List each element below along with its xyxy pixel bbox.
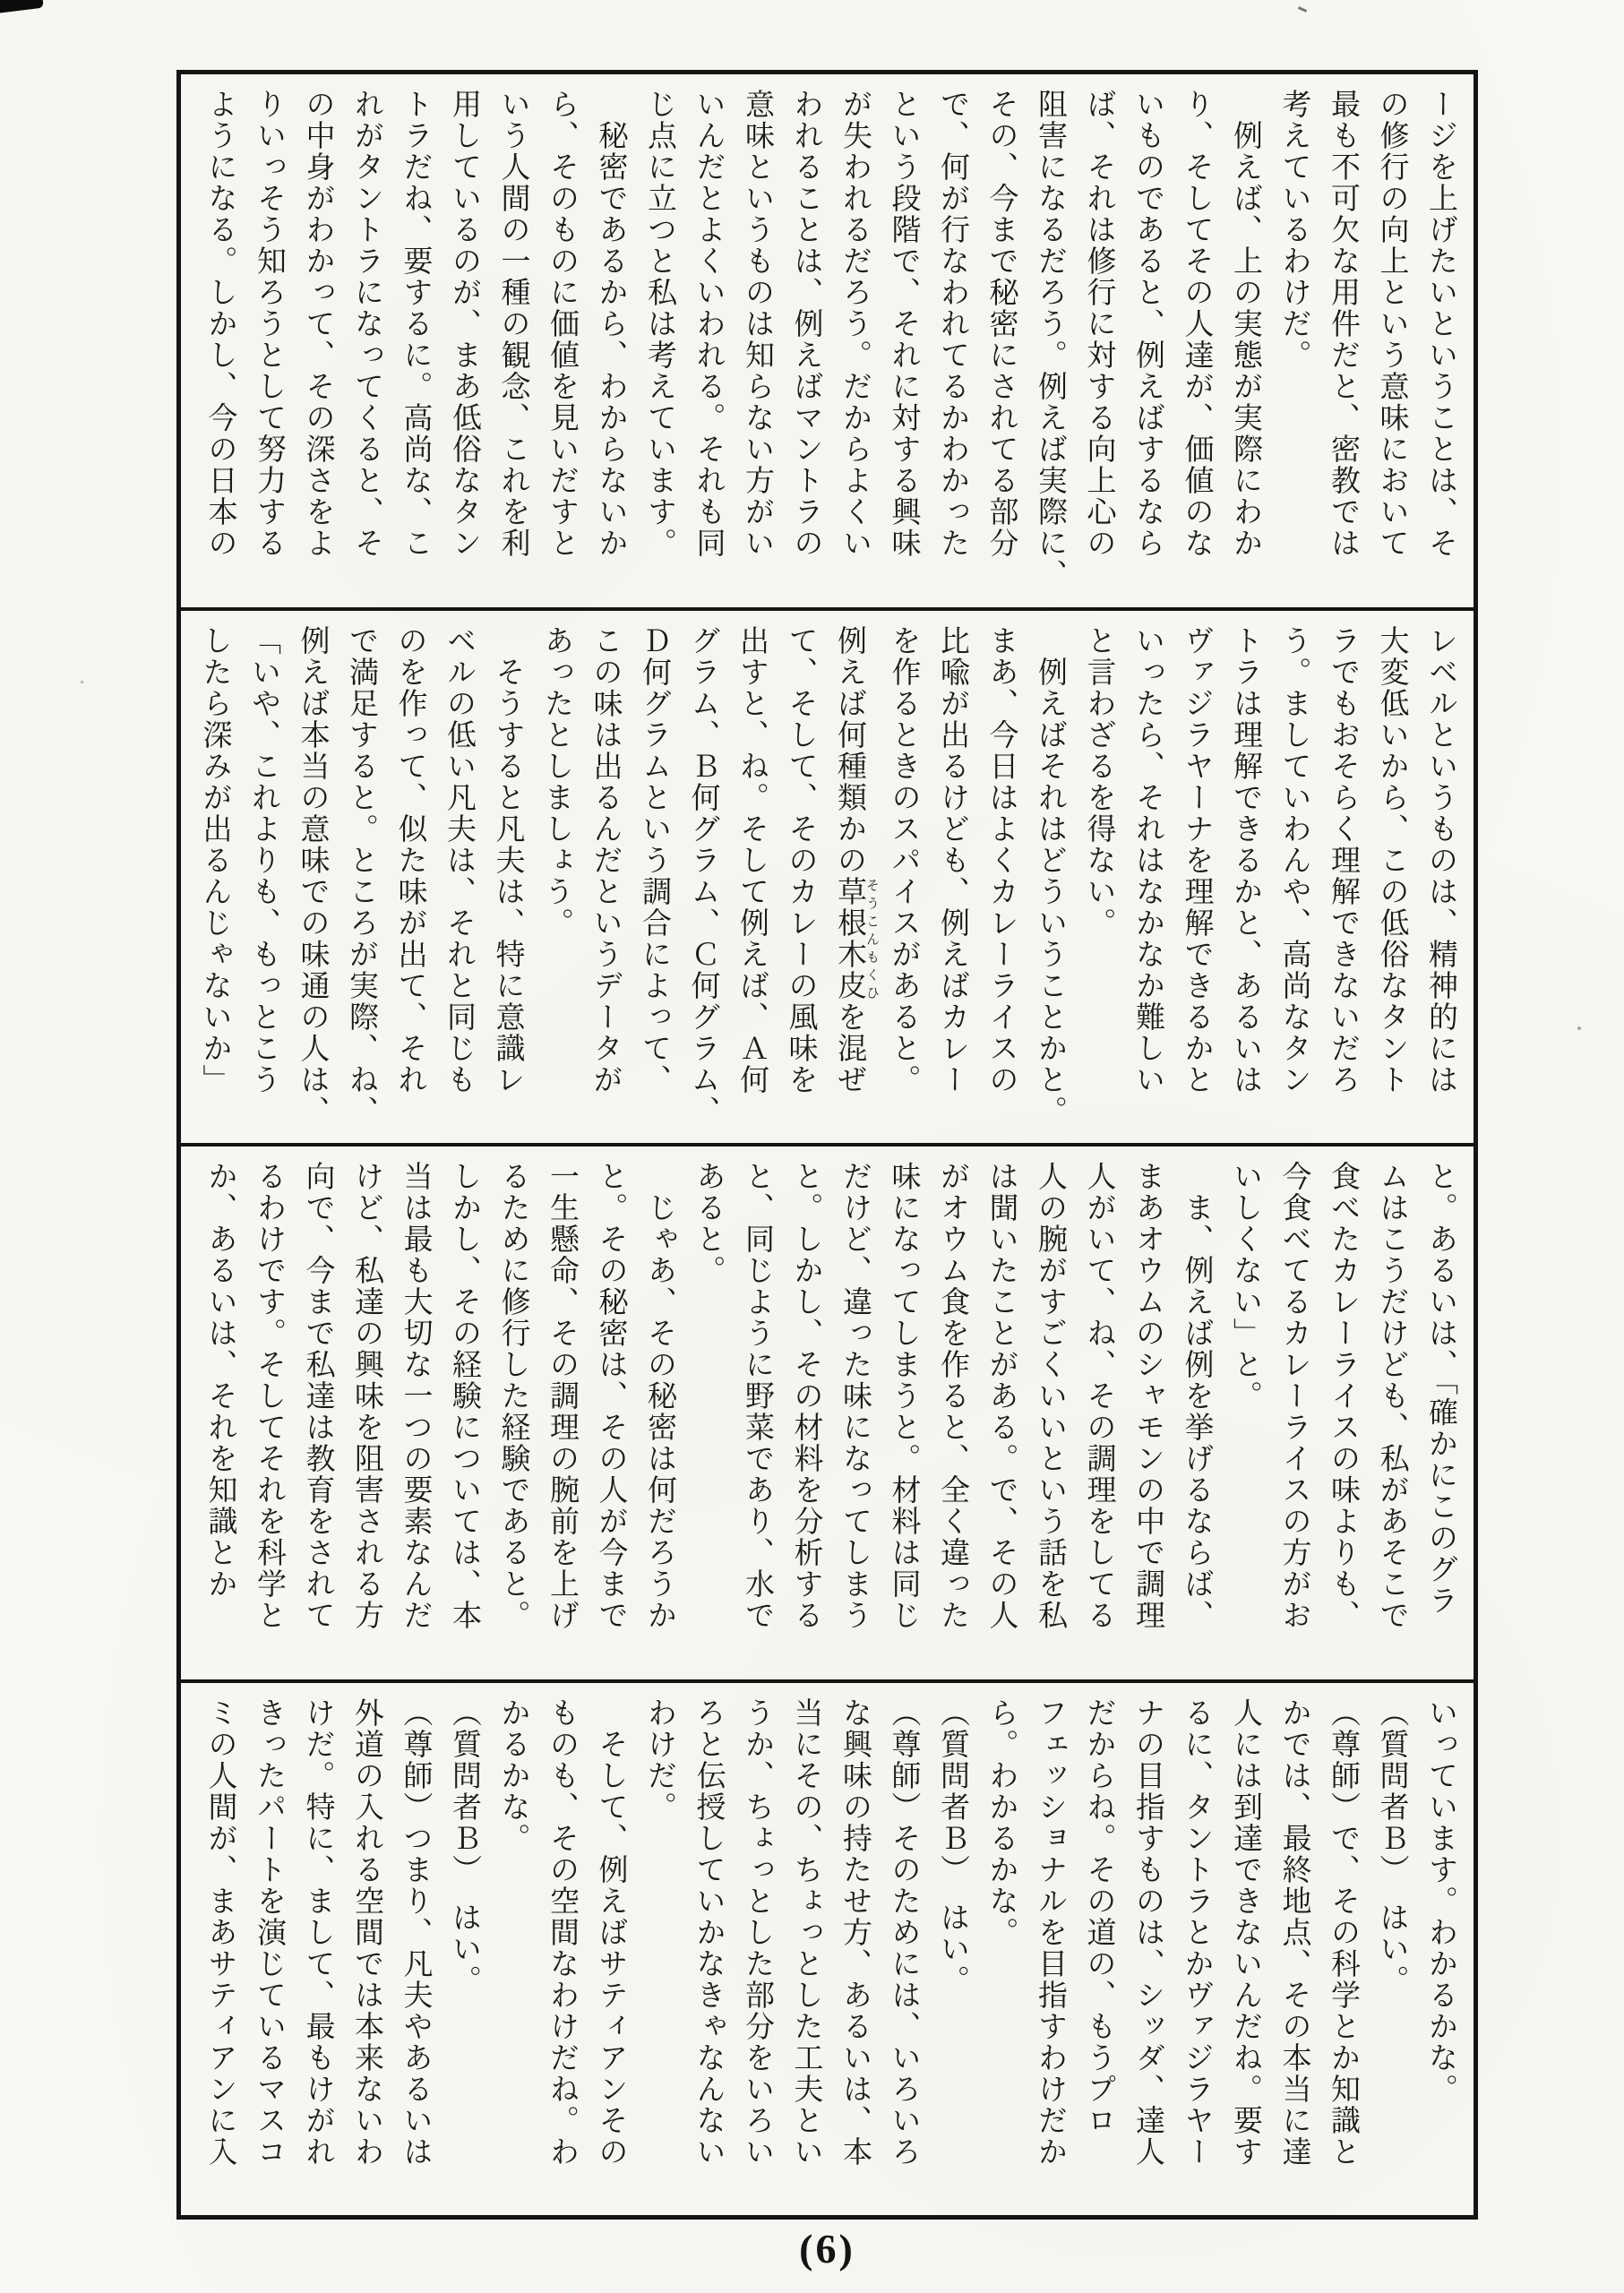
scan-speck — [1577, 1026, 1581, 1030]
text-column: したら深みが出るんじゃないか」 — [198, 624, 231, 1095]
text-column: いしくない」と。 — [1229, 1161, 1261, 1412]
scan-speck — [1298, 6, 1307, 13]
text-column: りいっそう知ろうとして努力する — [253, 89, 285, 559]
text-column: と言わざるを得ない。 — [1082, 624, 1115, 939]
text-band-2 — [181, 611, 1474, 1147]
text-column: 今食べてるカレーライスの方がお — [1277, 1161, 1310, 1631]
text-column: じゃあ、その秘密は何だろうか — [643, 1161, 675, 1631]
text-column: かるかな。 — [496, 1696, 529, 1854]
text-column: ヴァジラヤーナを理解できるかと — [1180, 624, 1213, 1095]
text-column: るために修行した経験であると。 — [496, 1161, 529, 1631]
text-column: 例えば何種類かの草根木皮 そうこんもくひを混ぜ — [833, 624, 879, 1095]
text-column: （質問者Ｂ） はい。 — [448, 1696, 480, 1996]
text-column: 味になってしまうと。材料は同じ — [887, 1161, 920, 1631]
text-column: がオウム食を作ると、全く違った — [936, 1161, 968, 1631]
text-column: 人がいて、ね、その調理をしてる — [1082, 1161, 1115, 1631]
text-column: 用しているのが、まあ低俗なタン — [448, 89, 480, 559]
text-column: まあオウムのシャモンの中で調理 — [1131, 1161, 1164, 1631]
text-column: ものも、その空間なわけだね。わ — [546, 1696, 578, 2168]
text-column: の修行の向上という意味において — [1375, 89, 1408, 559]
text-column: という段階で、それに対する興味 — [887, 89, 920, 559]
text-band-1 — [181, 74, 1474, 611]
text-column: いんだとよくいわれる。それも同 — [692, 89, 725, 559]
text-column: かでは、最終地点、その本当に達 — [1277, 1696, 1310, 2168]
text-column: か、あるいは、それを知識とか — [203, 1161, 236, 1600]
page-number: (6) — [799, 2226, 855, 2272]
text-column: 出すと、ね。そして例えば、Ａ何 — [735, 624, 768, 1095]
text-column: まあ、今日はよくカレーライスの — [984, 624, 1018, 1095]
text-column: あると。 — [692, 1161, 725, 1286]
text-column: ば、それは修行に対する向上心の — [1082, 89, 1115, 559]
text-column: は聞いたことがある。で、その人 — [984, 1161, 1018, 1631]
text-column: が失われるだろう。だからよくい — [838, 89, 871, 559]
text-column: のを作って、似た味が出て、それ — [393, 624, 426, 1095]
text-column: で、何が行なわれてるかわかった — [936, 89, 968, 559]
text-band-3 — [181, 1146, 1474, 1683]
text-column: るわけです。そしてそれを科学と — [253, 1161, 285, 1631]
text-column: Ｄ何グラムという調合によって、 — [638, 624, 670, 1095]
text-column: けだ。特に、まして、最もけがれ — [301, 1696, 334, 2168]
text-column: 当にその、ちょっとした工夫とい — [789, 1696, 822, 2168]
text-column: ラでもおそらく理解できないだろ — [1327, 624, 1359, 1095]
text-column: われることは、例えばマントラの — [789, 89, 822, 559]
text-column: そして、例えばサティアンその — [594, 1696, 627, 2168]
text-column: 外道の入れる空間では本来ないわ — [350, 1696, 382, 2168]
text-column: （質問者Ｂ） はい。 — [936, 1696, 968, 1996]
text-column: 当は最も大切な一つの要素なんだ — [399, 1161, 432, 1631]
text-column: あったとしましょう。 — [540, 624, 572, 939]
text-column: 一生懸命、その調理の腕前を上げ — [546, 1161, 578, 1631]
text-column: ベルの低い凡夫は、それと同じも — [443, 624, 475, 1095]
text-column: だからね。その道の、もうプロ — [1082, 1696, 1115, 2136]
vertical-text-block — [181, 611, 1474, 1144]
text-column: （尊師）つまり、凡夫やあるいは — [399, 1696, 432, 2168]
text-column: フェッショナルを目指すわけだか — [1034, 1696, 1066, 2168]
text-band-4 — [181, 1683, 1474, 2216]
text-column: トラだね、要するに。高尚な、こ — [399, 89, 432, 559]
text-column: ナの目指すものは、シッダ、達人 — [1131, 1696, 1164, 2168]
text-column: 例えばそれはどういうことかと。 — [1034, 624, 1066, 1127]
vertical-text-block — [181, 74, 1474, 607]
text-frame — [176, 70, 1478, 2220]
text-column: いっています。わかるかな。 — [1424, 1696, 1456, 2105]
text-column: と。その秘密は、その人が今まで — [594, 1161, 627, 1631]
text-column: 人の腕がすごくいいという話を私 — [1034, 1161, 1066, 1631]
text-column: の中身がわかって、その深さをよ — [301, 89, 334, 559]
text-column: わけだ。 — [643, 1696, 675, 1823]
text-column: トラは理解できるかと、あるいは — [1229, 624, 1261, 1095]
text-column: 例えば本当の意味での味通の人は、 — [296, 624, 329, 1127]
text-column: いったら、それはなかなか難しい — [1131, 624, 1164, 1095]
text-column: だけど、違った味になってしまう — [838, 1161, 871, 1631]
text-column: と、同じように野菜であり、水で — [741, 1161, 773, 1631]
text-column: ら、そのものに価値を見いだすと — [546, 89, 578, 559]
text-column: この味は出るんだというデータが — [589, 624, 622, 1095]
text-column: きったパートを演じているマスコ — [253, 1696, 285, 2168]
text-column: けど、私達の興味を阻害される方 — [350, 1161, 382, 1631]
text-column: 例えば、上の実態が実際にわか — [1229, 89, 1261, 559]
text-column: ようになる。しかし、今の日本の — [203, 89, 236, 559]
scan-speck — [81, 681, 83, 683]
text-column: 秘密であるから、わからないか — [594, 89, 627, 559]
text-column: 人には到達できないんだね。要す — [1229, 1696, 1261, 2168]
text-column: （尊師）で、その科学とか知識と — [1327, 1696, 1359, 2168]
text-column: て、そして、そのカレーの風味を — [784, 624, 817, 1095]
text-column: う。ましていわんや、高尚なタン — [1277, 624, 1310, 1095]
text-column: ま、例えば例を挙げるならば、 — [1180, 1161, 1213, 1631]
text-column: レベルというものは、精神的には — [1424, 624, 1456, 1095]
vertical-text-block — [181, 1146, 1474, 1679]
text-column: 最も不可欠な用件だと、密教では — [1327, 89, 1359, 559]
text-column: 食べたカレーライスの味よりも、 — [1327, 1161, 1359, 1631]
text-column: （質問者Ｂ） はい。 — [1375, 1696, 1408, 1996]
scan-artifact — [0, 0, 44, 13]
text-column: いう人間の一種の観念、これを利 — [496, 89, 529, 559]
text-column: （尊師）そのためには、いろいろ — [887, 1696, 920, 2168]
text-column: ミの人間が、まあサティアンに入 — [203, 1696, 236, 2168]
text-column: れがタントラになってくると、そ — [350, 89, 382, 559]
text-column: ろと伝授していかなきゃなんない — [692, 1696, 725, 2168]
text-column: 大変低いから、この低俗なタント — [1375, 624, 1408, 1095]
text-column: 考えているわけだ。 — [1277, 89, 1310, 371]
text-column: り、そしてその人達が、価値のな — [1180, 89, 1213, 559]
text-column: るに、タントラとかヴァジラヤー — [1180, 1696, 1213, 2168]
text-column: 意味というものは知らない方がい — [741, 89, 773, 559]
vertical-text-block — [181, 1683, 1474, 2216]
text-column: じ点に立つと私は考えています。 — [643, 89, 675, 559]
text-column: ージを上げたいということは、そ — [1424, 89, 1456, 559]
text-column: で満足すると。ところが実際、ね、 — [345, 624, 377, 1127]
text-column: ら。わかるかな。 — [984, 1696, 1018, 1948]
text-column: 阻害になるだろう。例えば実際に、 — [1034, 89, 1066, 590]
text-column: な興味の持たせ方、あるいは、本 — [838, 1696, 871, 2168]
text-column: そうすると凡夫は、特に意識レ — [491, 624, 524, 1095]
text-column: ムはこうだけども、私があそこで — [1375, 1161, 1408, 1631]
text-column: と。しかし、その材料を分析する — [789, 1161, 822, 1631]
text-column: 比喩が出るけども、例えばカレー — [936, 624, 968, 1095]
text-column: その、今まで秘密にされてる部分 — [984, 89, 1018, 559]
text-column: 向で、今まで私達は教育をされて — [301, 1161, 334, 1631]
text-column: うか、ちょっとした部分をいろい — [741, 1696, 773, 2168]
text-column: を作るときのスパイスがあると。 — [887, 624, 920, 1095]
text-column: いものであると、例えばするなら — [1131, 89, 1164, 559]
text-column: しかし、その経験については、本 — [448, 1161, 480, 1631]
text-column: グラム、Ｂ何グラム、Ｃ何グラム、 — [686, 624, 719, 1127]
text-column: 「いや、これよりも、もっとこう — [247, 624, 279, 1095]
text-column: と。あるいは、「確かにこのグラ — [1424, 1161, 1456, 1617]
